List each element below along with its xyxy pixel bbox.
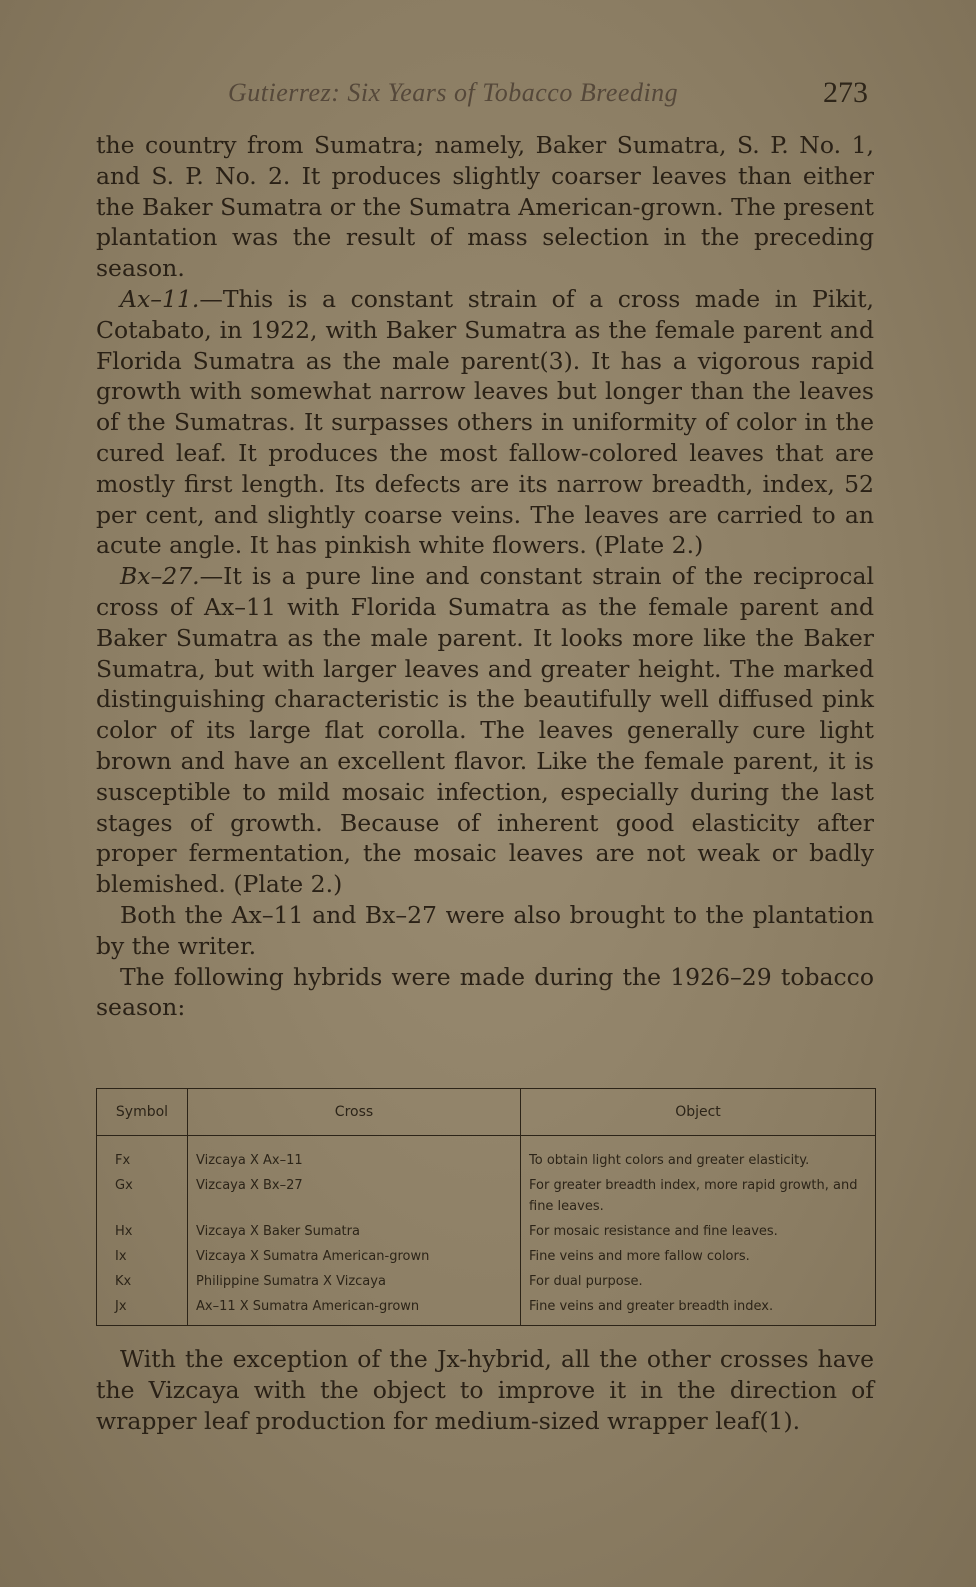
cell-symbol: Kx [97,1269,188,1294]
page-number: 273 [823,76,868,109]
cell-cross: Ax–11 X Sumatra American-grown [188,1294,521,1325]
cell-object: For dual purpose. [529,1274,643,1289]
cell-symbol: Hx [97,1219,188,1244]
cell-symbol: Fx [97,1136,188,1174]
cell-object: Fine veins and greater breadth index. [529,1299,774,1314]
cell-cross: Vizcaya X Ax–11 [188,1136,521,1174]
cell-cross: Vizcaya X Bx–27 [188,1173,521,1219]
hybrids-table-frame [96,1088,876,1326]
table-row [97,1269,875,1294]
cell-object: Fine veins and more fallow colors. [529,1249,750,1264]
hybrids-table-container [96,1088,876,1332]
table-row [97,1294,875,1325]
cell-cross: Philippine Sumatra X Vizcaya [188,1269,521,1294]
table-row [97,1173,875,1219]
paragraph-ax11 [96,284,874,561]
paragraph-continuation: the country from Sumatra; namely, Baker Sumatra, S. P. No. 1, and S. P. No. 2. It produces slightly coarser leaves than either the Baker Sumatra or the Sumatra American-grown. The present plantation was the result of mass selection in the preceding season. [96,131,874,283]
paragraph-plantation: Both the Ax–11 and Bx–27 were also brought to the plantation by the writer. [96,900,874,960]
table-row [97,1136,875,1174]
column-header-object: Object [521,1089,876,1136]
paragraph-hybrids-intro: The following hybrids were made during the 1926–29 tobacco season: [96,962,874,1022]
running-title: Gutierrez: Six Years of Tobacco Breeding [228,78,679,107]
cell-symbol: Gx [97,1173,188,1219]
paragraph-bx27 [96,561,874,900]
cell-object: For mosaic resistance and fine leaves. [529,1224,778,1239]
running-head [228,76,868,116]
cell-symbol: Jx [97,1294,188,1325]
paragraph-bx27-text: —It is a pure line and constant strain of the reciprocal cross of Ax–11 with Florida Sumatra as the female parent and Baker Sumatra as the male parent. It looks more like the Baker Sumatra, but with larger leaves and greater height. The marked distinguishing characteristic is the beautifully well diffused pink color of its large flat corolla. The leaves generally cure light brown and have an excellent flavor. Like the female parent, it is susceptible to mild mosaic infection, especially during the last stages of growth. Because of inherent good elasticity after proper fermentation, the mosaic leaves are not weak or badly blemished. (Plate 2.) [96,562,874,899]
table-row [97,1244,875,1269]
column-header-symbol: Symbol [97,1089,188,1136]
strain-label-ax11: Ax–11. [120,284,200,313]
body-text [96,130,874,1023]
closing-text [96,1344,874,1436]
cell-symbol: Ix [97,1244,188,1269]
cell-object: To obtain light colors and greater elasticity. [529,1153,810,1168]
cell-object: For greater breadth index, more rapid growth, and fine leaves. [529,1178,858,1214]
hybrids-table [97,1089,875,1325]
strain-label-bx27: Bx–27. [120,562,200,591]
paragraph-ax11-text: —This is a constant strain of a cross made in Pikit, Cotabato, in 1922, with Baker Sumatra as the female parent and Florida Sumatra as the male parent(3). It has a vigorous rapid growth with somewhat narrow leaves but longer than the leaves of the Sumatras. It surpasses others in uniformity of color in the cured leaf. It produces the most fallow-colored leaves that are mostly first length. Its defects are its narrow breadth, index, 52 per cent, and slightly coarse veins. The leaves are carried to an acute angle. It has pinkish white flowers. (Plate 2.) [96,284,874,560]
table-header-row [97,1089,875,1136]
cell-cross: Vizcaya X Baker Sumatra [188,1219,521,1244]
column-header-cross: Cross [188,1089,521,1136]
paragraph-conclusion: With the exception of the Jx-hybrid, all the other crosses have the Vizcaya with the object to improve it in the direction of wrapper leaf production for medium-sized wrapper leaf(1). [96,1345,874,1435]
cell-cross: Vizcaya X Sumatra American-grown [188,1244,521,1269]
table-row [97,1219,875,1244]
